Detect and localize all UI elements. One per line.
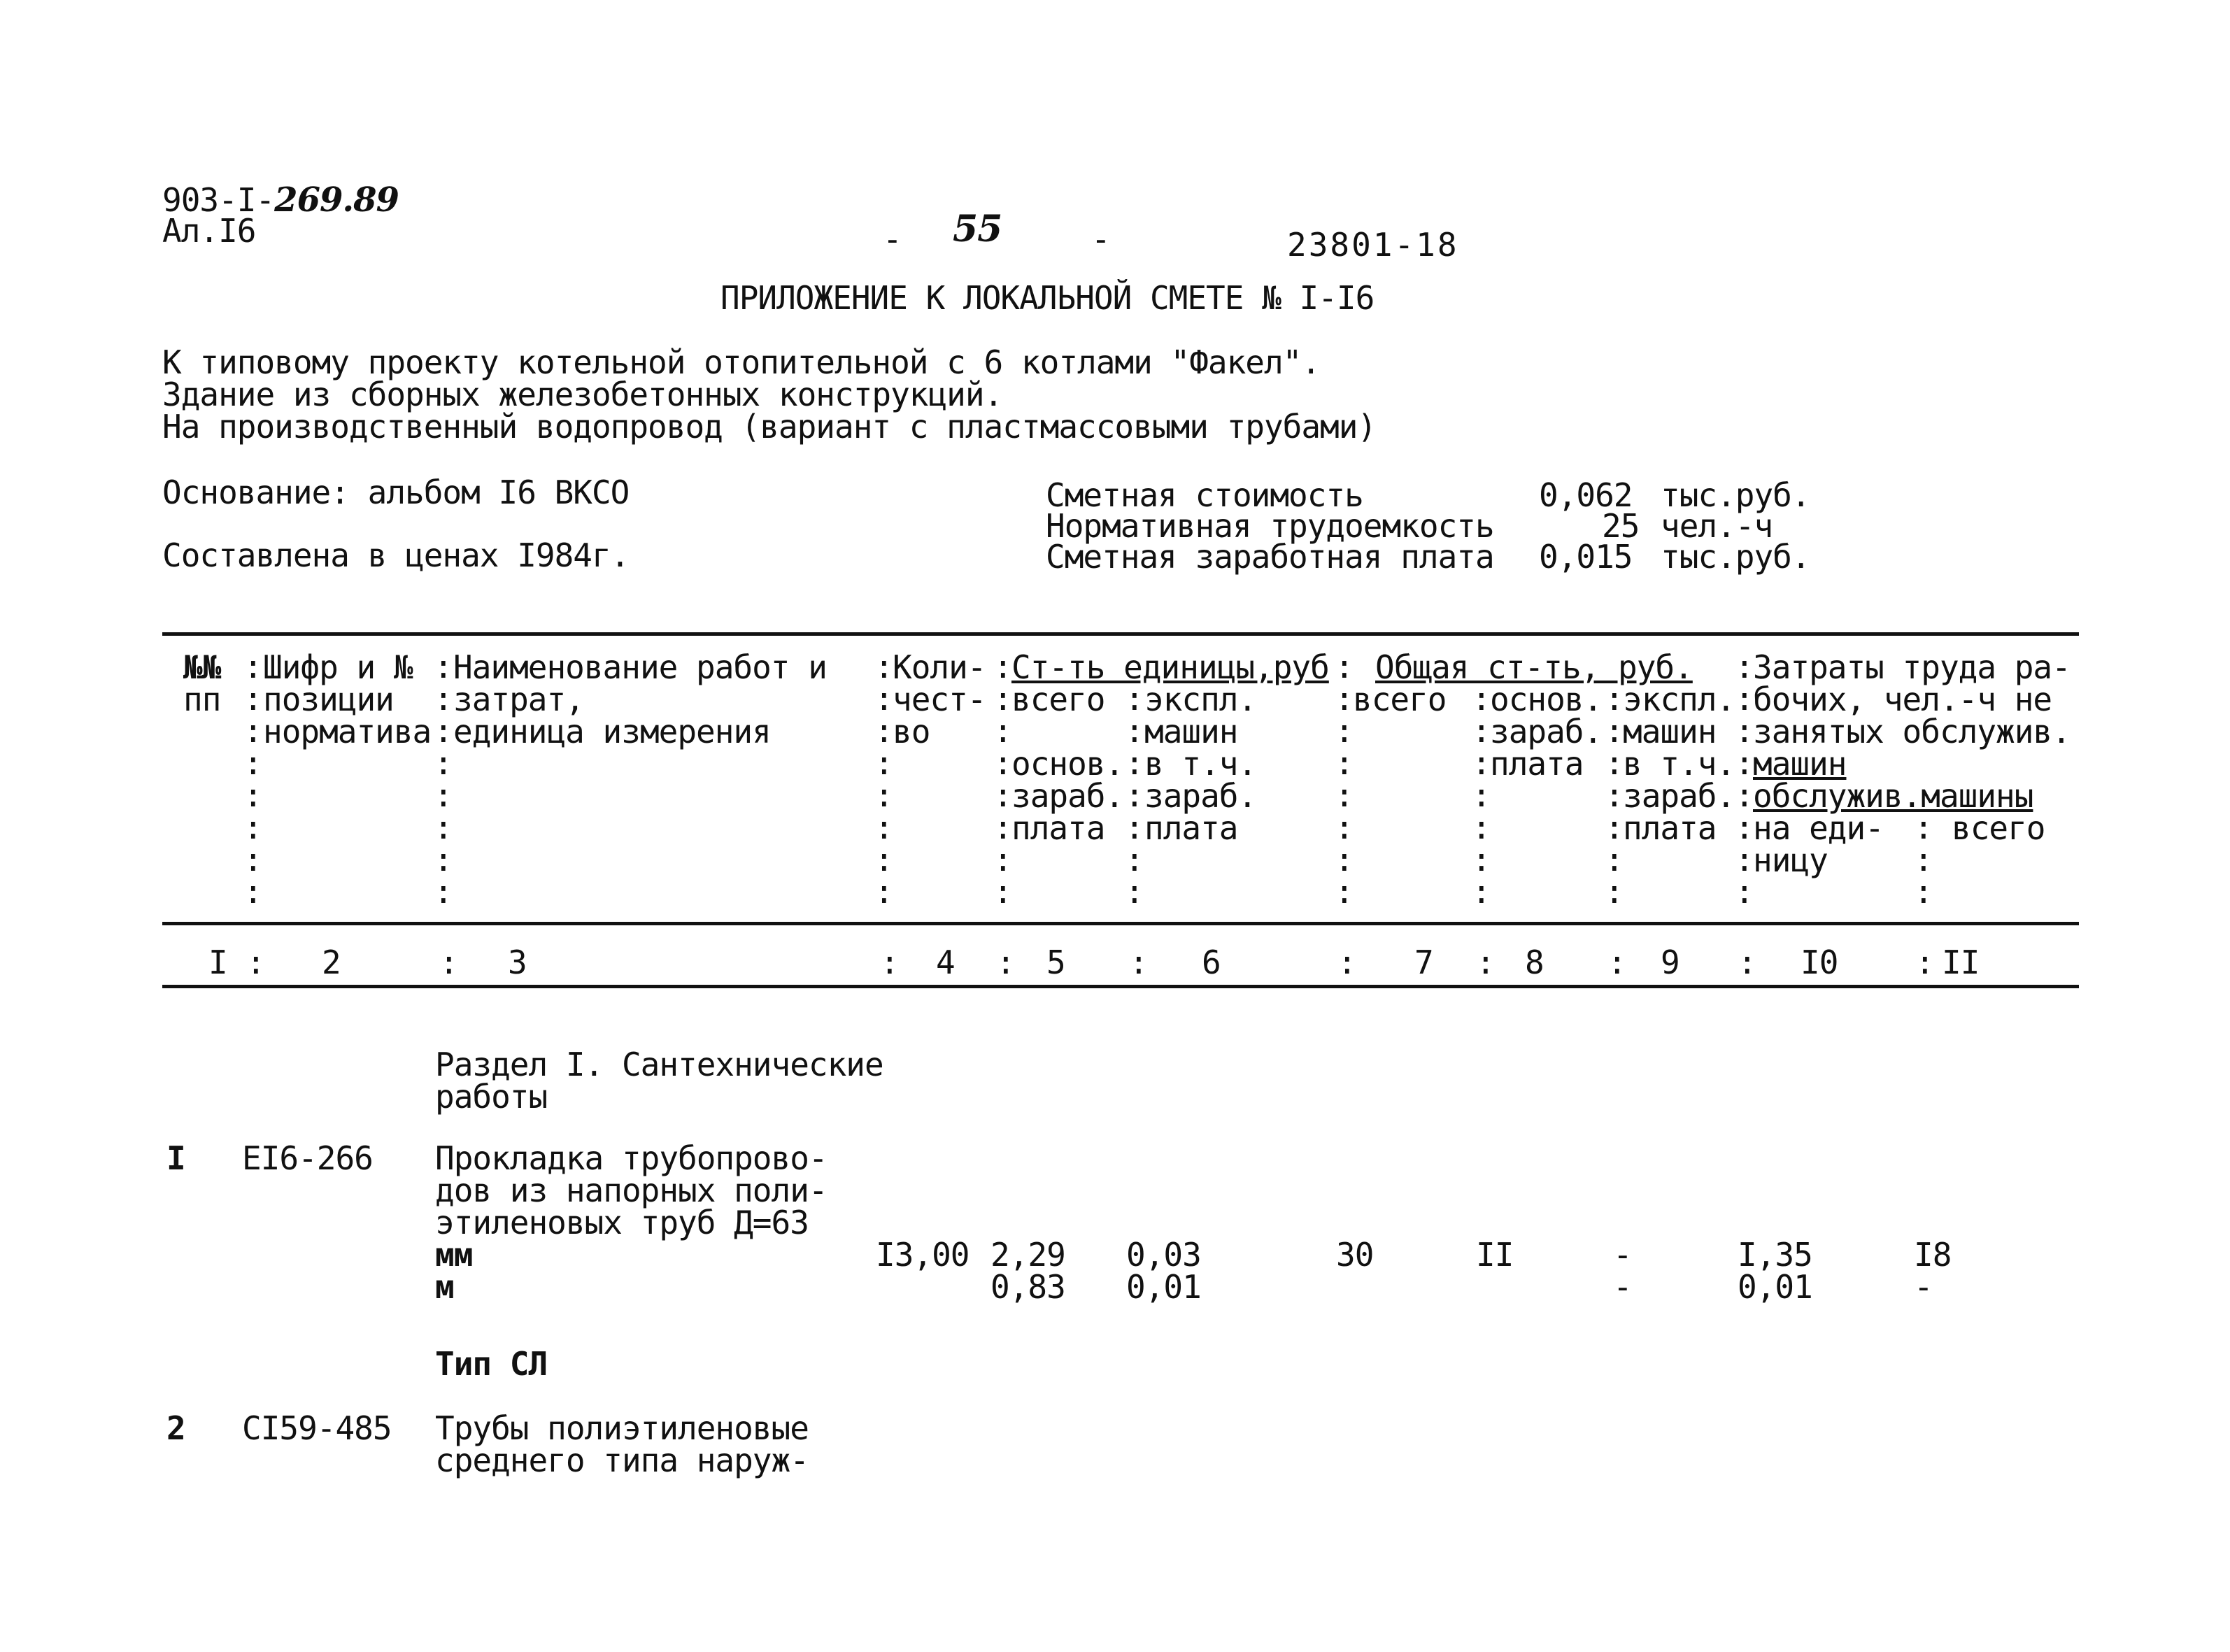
row1-name-line4: мм	[435, 1236, 473, 1274]
th-col2-separator: : : : : : : : :	[243, 648, 263, 911]
page-dash-left: -	[883, 220, 902, 258]
table-header-bottom-rule	[162, 922, 2079, 925]
th-col7-line1: всего	[1353, 681, 1447, 718]
th-col6-line4: зараб.	[1144, 777, 1257, 815]
th-col10-line2: ницу	[1753, 841, 1828, 879]
summary-value-wage: 0,015	[1539, 538, 1633, 576]
row2-name-line1: Трубы полиэтиленовые	[435, 1409, 809, 1447]
th-col5-line3: зараб.	[1011, 777, 1124, 815]
colnum-10: I0	[1801, 944, 1838, 981]
th-group-unit-cost: Ст-ть единицы,руб	[1011, 648, 1329, 686]
row1-unit-wage: 0,83	[990, 1268, 1065, 1306]
th-col1-line2: пп	[183, 681, 221, 718]
row2-code: CI59-485	[242, 1409, 392, 1447]
th-col5-line4: плата	[1011, 809, 1105, 847]
th-col1-line1: №№	[183, 648, 221, 686]
colnum-7: 7	[1414, 944, 1433, 981]
colnum-8: 8	[1525, 944, 1544, 981]
th-col6-line3: в т.ч.	[1144, 745, 1257, 783]
th-col3-line3: единица измерения	[453, 713, 771, 750]
row1-name-line3: этиленовых труб Д=63	[435, 1204, 809, 1241]
th-col3-line1: Наименование работ и	[453, 648, 827, 686]
th-col9-line5: плата	[1623, 809, 1717, 847]
page-number: 55	[953, 208, 1002, 250]
th-col2-line2: позиции	[263, 681, 394, 718]
th-group-total-cost: Общая ст-ть, руб.	[1375, 648, 1693, 686]
colnum-3: 3	[508, 944, 527, 981]
row1-labor-total-mach: -	[1914, 1268, 1933, 1306]
th-col4-separator: : : : : : : : :	[874, 648, 894, 911]
colnum-sep-7: :	[1476, 944, 1495, 981]
th-col8-line1: основ.	[1490, 681, 1603, 718]
th-labor-line3: занятых обслужив.	[1753, 713, 2071, 750]
basis-text: Основание: альбом I6 ВКСО	[162, 473, 630, 511]
th-col4-line2: чест-	[893, 681, 986, 718]
th-col2-line1: Шифр и №	[263, 648, 413, 686]
row1-code: EI6-266	[242, 1139, 373, 1177]
th-labor-line4: машин	[1753, 745, 1847, 783]
colnum-sep-6: :	[1337, 944, 1356, 981]
summary-label-labor: Нормативная трудоемкость	[1046, 507, 1494, 545]
row1-qty: I3,00	[876, 1236, 970, 1274]
row1-name-line1: Прокладка трубопрово-	[435, 1139, 828, 1177]
th-col6-line5: плата	[1144, 809, 1238, 847]
summary-unit-cost: тыс.руб.	[1661, 476, 1810, 514]
th-col5-line2: основ.	[1011, 745, 1124, 783]
th-col9-separator: : : : : : : :	[1605, 680, 1624, 911]
colnum-9: 9	[1661, 944, 1679, 981]
document-number: 23801-18	[1287, 226, 1459, 264]
colnum-2: 2	[322, 944, 341, 981]
colnum-5: 5	[1046, 944, 1065, 981]
th-col6-line2: машин	[1144, 713, 1238, 750]
colnum-sep-1: :	[246, 944, 265, 981]
summary-unit-labor: чел.-ч	[1661, 507, 1773, 545]
th-labor-sub: обслужив.машины	[1753, 777, 2033, 815]
table-top-rule	[162, 632, 2079, 636]
row1-note: Тип СЛ	[435, 1345, 548, 1383]
colnum-6: 6	[1202, 944, 1221, 981]
th-col9-line4: зараб.	[1623, 777, 1735, 815]
column-numbers-bottom-rule	[162, 985, 2079, 988]
prices-text: Составлена в ценах I984г.	[162, 536, 630, 574]
th-col11-line1: всего	[1952, 809, 2045, 847]
colnum-4: 4	[936, 944, 955, 981]
th-col4-line1: Коли-	[893, 648, 986, 686]
th-labor-line1: Затраты труда ра-	[1753, 648, 2071, 686]
summary-label-wage: Сметная заработная плата	[1046, 538, 1494, 576]
row2-num: 2	[166, 1409, 185, 1447]
description-line-2: Здание из сборных железобетонных конструкций.	[162, 376, 1003, 413]
colnum-sep-5: :	[1129, 944, 1148, 981]
colnum-11: II	[1942, 944, 1980, 981]
th-col3-separator: : : : : : : : :	[434, 648, 453, 911]
section-title-line-1: Раздел I. Сантехнические	[435, 1046, 883, 1083]
row1-unit-total: 2,29	[990, 1236, 1065, 1274]
colnum-sep-8: :	[1607, 944, 1626, 981]
colnum-sep-10: :	[1915, 944, 1934, 981]
description-line-1: К типовому проекту котельной отопительной с 6 котлами "Факел".	[162, 343, 1321, 381]
row1-name-line5: м	[435, 1268, 454, 1306]
th-col8-separator: : : : : : : :	[1472, 680, 1491, 911]
colnum-sep-3: :	[880, 944, 899, 981]
row1-total-mach: -	[1613, 1236, 1632, 1274]
th-col5-line1: всего	[1011, 681, 1105, 718]
project-code-handwritten: 269.89	[274, 180, 399, 220]
row1-unit-mach-wage: 0,01	[1126, 1268, 1201, 1306]
th-labor-line2: бочих, чел.-ч не	[1753, 681, 2052, 718]
th-col9-line2: машин	[1623, 713, 1717, 750]
row1-total-wage: II	[1476, 1236, 1514, 1274]
colnum-1: I	[208, 944, 227, 981]
row1-labor-total: I8	[1914, 1236, 1952, 1274]
th-col7-separator: : : : : : : : :	[1335, 648, 1354, 911]
th-col9-line1: экспл.	[1623, 681, 1735, 718]
project-code-prefix: 903-I-	[162, 181, 275, 219]
row1-total: 30	[1336, 1236, 1374, 1274]
th-col8-line3: плата	[1490, 745, 1584, 783]
description-line-3: На производственный водопровод (вариант с пластмассовыми трубами)	[162, 408, 1377, 446]
th-col6-line1: экспл.	[1144, 681, 1257, 718]
row2-name-line2: среднего типа наруж-	[435, 1441, 809, 1479]
album-number: Ал.I6	[162, 212, 256, 250]
th-col10-separator: : : : : : : : :	[1735, 648, 1754, 911]
th-col9-line3: в т.ч.	[1623, 745, 1735, 783]
row1-num: I	[166, 1139, 185, 1177]
th-col2-line3: норматива	[263, 713, 432, 750]
row1-labor-unit-mach: 0,01	[1738, 1268, 1812, 1306]
page-dash-right: -	[1091, 220, 1110, 258]
colnum-sep-4: :	[996, 944, 1015, 981]
summary-label-cost: Сметная стоимость	[1046, 476, 1363, 514]
summary-value-cost: 0,062	[1539, 476, 1633, 514]
section-title-line-2: работы	[435, 1078, 548, 1116]
th-col4-line3: во	[893, 713, 930, 750]
row1-labor-unit: I,35	[1738, 1236, 1812, 1274]
row1-name-line2: дов из напорных поли-	[435, 1172, 828, 1209]
summary-value-labor: 25	[1602, 507, 1640, 545]
th-col3-line2: затрат,	[453, 681, 584, 718]
th-col8-line2: зараб.	[1490, 713, 1603, 750]
page-title: ПРИЛОЖЕНИЕ К ЛОКАЛЬНОЙ СМЕТЕ № I-I6	[720, 279, 1375, 317]
row1-unit-mach: 0,03	[1126, 1236, 1201, 1274]
th-col10-line1: на еди-	[1753, 809, 1884, 847]
th-col6-separator: : : : : : : :	[1125, 680, 1144, 911]
row1-total-mach-wage: -	[1613, 1268, 1632, 1306]
th-col5-separator: : : : : : : : :	[993, 648, 1013, 911]
colnum-sep-9: :	[1738, 944, 1756, 981]
summary-unit-wage: тыс.руб.	[1661, 538, 1810, 576]
th-col11-separator: : : :	[1914, 809, 1933, 911]
colnum-sep-2: :	[439, 944, 458, 981]
